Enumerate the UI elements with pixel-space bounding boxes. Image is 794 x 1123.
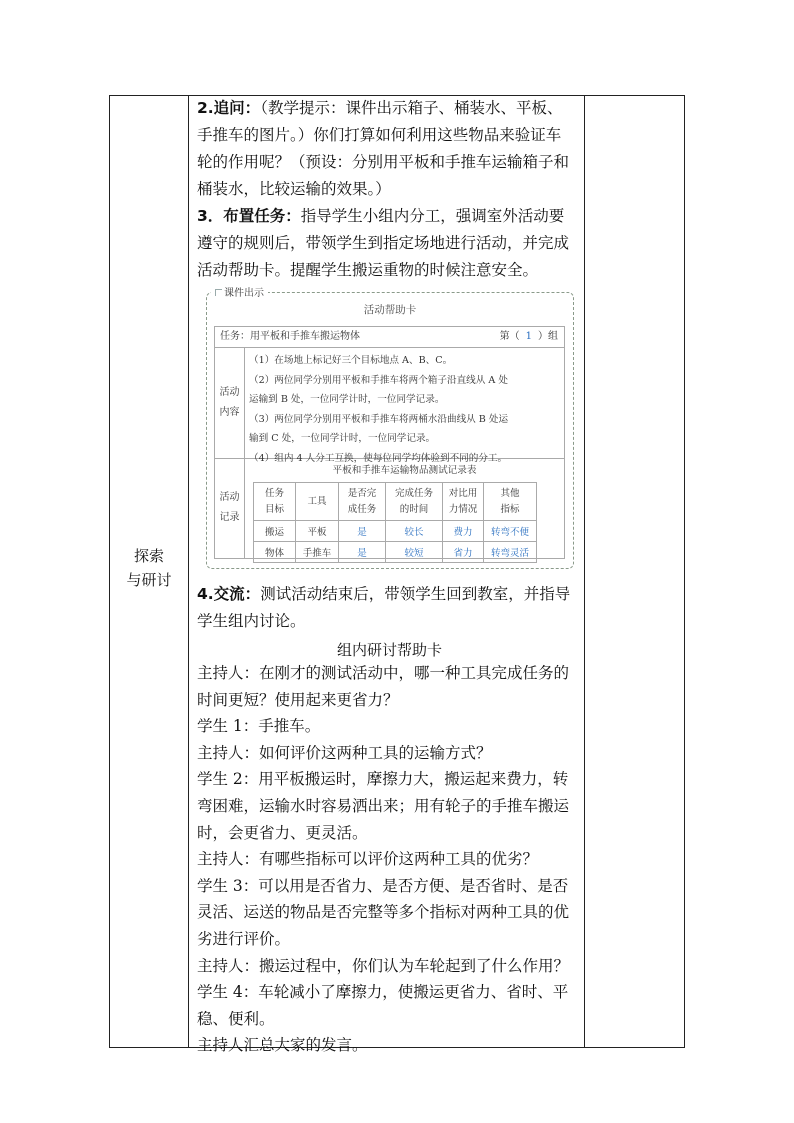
group-prefix: 第（ [499, 331, 520, 342]
courseware-tag: 课件出示 [211, 284, 268, 299]
content-line: 输到 C 处，一位同学计时，一位同学记录。 [249, 433, 436, 444]
card-title: 活动帮助卡 [363, 304, 417, 316]
exchange-line: 学生组内讨论。 [197, 612, 306, 630]
header-text: 力情况 [448, 503, 478, 515]
header-text: 任务 [264, 487, 284, 499]
followup-line: 轮的作用呢？（预设：分别用平板和手推车运输箱子和 [197, 153, 570, 171]
assign-heading: 3．布置任务： [197, 207, 301, 225]
header-text: 指标 [500, 503, 520, 515]
activity-record-row [215, 458, 564, 558]
content-label-line: 内容 [219, 406, 240, 418]
assign-line: 遵守的规则后，带领学生到指定场地进行活动，并完成 [197, 234, 570, 252]
assign-line: 指导学生小组内分工，强调室外活动要 [300, 207, 565, 225]
content-line: 运输到 B 处，一位同学计时，一位同学记录。 [249, 394, 445, 405]
header-text: 对比用 [448, 487, 478, 499]
record-table [253, 482, 537, 563]
discussion-line: 弯困难，运输水时容易洒出来；用有轮子的手推车搬运 [197, 796, 570, 815]
assign-paragraph [197, 203, 582, 284]
content-line: （4）组内 4 人分工互换，使每位同学均体验到不同的分工。 [249, 452, 508, 464]
header-cell [443, 483, 484, 521]
discussion-line: 学生 2：用平板搬运时，摩擦力大，搬运起来费力，转 [197, 770, 569, 789]
exchange-heading: 4.交流： [197, 585, 261, 603]
header-text: 工具 [307, 495, 327, 507]
group-suffix: ）组 [538, 331, 558, 342]
followup-line: 手推车的图片。）你们打算如何利用这些物品来验证车 [197, 126, 562, 144]
done-cell: 是 [339, 542, 386, 563]
table-row [254, 521, 537, 542]
tool-cell: 手推车 [296, 542, 339, 563]
followup-paragraph [197, 95, 582, 203]
record-label-line: 活动 [219, 492, 240, 503]
section-label-line: 探索 [133, 547, 164, 565]
content-line: （2）两位同学分别用平板和手推车将两个箱子沿直线从 A 处 [249, 374, 508, 386]
discussion-line: 稳、便利。 [197, 1009, 275, 1028]
discussion-line: 时，会更省力、更灵活。 [197, 823, 368, 842]
other-cell: 转弯不便 [484, 521, 537, 542]
discussion-line: 主持人：有哪些指标可以评价这两种工具的优劣？ [197, 850, 539, 869]
content-label-line: 活动 [219, 386, 240, 398]
target-cell: 物体 [254, 542, 296, 563]
section-label [110, 544, 188, 592]
discussion-line: 劣进行评价。 [197, 929, 291, 948]
force-cell: 省力 [443, 542, 484, 563]
header-cell [296, 483, 339, 521]
followup-line: （教学提示：课件出示箱子、桶装水、平板、 [260, 99, 563, 117]
done-cell: 是 [339, 521, 386, 542]
exchange-line: 测试活动结束后，带领学生回到教室，并指导 [260, 585, 571, 603]
card-inner-table [214, 326, 565, 559]
record-caption: 平板和手推车运输物品测试记录表 [332, 465, 477, 476]
content-label [215, 347, 245, 458]
discussion-line: 学生 1：手推车。 [197, 717, 321, 736]
assign-line: 活动帮助卡。提醒学生搬运重物的时候注意安全。 [197, 261, 539, 279]
discussion-line: 主持人：搬运过程中，你们认为车轮起到了什么作用？ [197, 956, 570, 975]
discussion-line: 学生 3：可以用是否省力、是否方便、是否省时、是否 [197, 876, 569, 895]
section-label-line: 与研讨 [126, 571, 172, 589]
header-text: 成任务 [347, 503, 377, 515]
content-line: （3）两位同学分别用平板和手推车将两桶水沿曲线从 B 处运 [249, 413, 509, 425]
discussion-line: 主持人汇总大家的发言。 [197, 1036, 368, 1055]
task-row [215, 327, 564, 348]
force-cell: 费力 [443, 521, 484, 542]
discussion-line: 主持人：在刚才的测试活动中，哪一种工具完成任务的 [197, 664, 570, 682]
discussion-line: 时间更短？使用起来更省力？ [197, 690, 399, 709]
content-line: （1）在场地上标记好三个目标地点 A、B、C。 [249, 355, 453, 366]
column-divider [584, 96, 585, 1047]
discussion-title: 组内研讨帮助卡 [336, 641, 442, 659]
content-lines [249, 351, 560, 468]
followup-line: 桶装水，比较运输的效果。） [197, 180, 391, 198]
group-number [500, 327, 558, 347]
table-row [254, 542, 537, 563]
record-label-line: 记录 [219, 512, 240, 523]
header-cell [484, 483, 537, 521]
discussion-line: 主持人：如何评价这两种工具的运输方式？ [197, 743, 492, 762]
other-cell: 转弯灵活 [484, 542, 537, 563]
record-header-row [254, 483, 537, 521]
time-cell: 较长 [386, 521, 443, 542]
header-cell [254, 483, 296, 521]
task-text: 任务：用平板和手推车搬运物体 [220, 331, 360, 342]
record-label [215, 458, 245, 558]
target-cell: 搬运 [254, 521, 296, 542]
discussion-card [197, 660, 582, 1059]
lesson-table [109, 95, 685, 1055]
header-text: 目标 [264, 503, 284, 515]
column-divider [188, 96, 189, 1047]
followup-heading: 2.追问： [197, 99, 261, 117]
time-cell: 较短 [386, 542, 443, 563]
exchange-paragraph [197, 581, 582, 635]
courseware-card [206, 288, 574, 569]
header-cell [386, 483, 443, 521]
discussion-line: 灵活、运送的物品是否完整等多个指标对两种工具的优 [197, 903, 570, 922]
header-text: 其他 [500, 487, 520, 499]
discussion-line: 学生 4：车轮减小了摩擦力，使搬运更省力、省时、平 [197, 983, 569, 1002]
activity-content-row [215, 347, 564, 464]
tool-cell: 平板 [296, 521, 339, 542]
header-text: 是否完 [347, 487, 377, 499]
header-text: 的时间 [399, 503, 429, 515]
header-text: 完成任务 [394, 487, 433, 499]
header-cell [339, 483, 386, 521]
group-num: 1 [525, 331, 532, 342]
